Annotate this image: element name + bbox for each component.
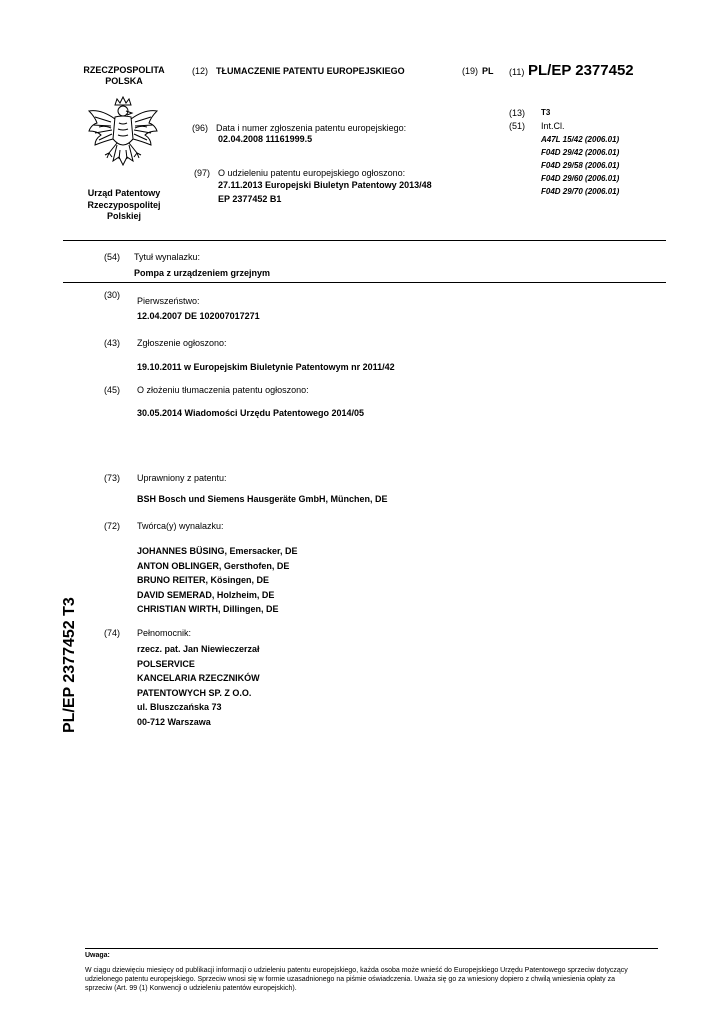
office-line-1: Urząd Patentowy [87,188,161,198]
code-19: (19) [462,66,479,76]
application-value: 19.10.2011 w Europejskim Biuletynie Patentowym nr 2011/42 [137,362,395,372]
proprietor-value: BSH Bosch und Siemens Hausgeräte GmbH, München, DE [137,494,388,504]
translation-value: 30.05.2014 Wiadomości Urzędu Patentowego 2014/05 [137,408,365,418]
intcl-item: F04D 29/58 (2006.01) [541,161,620,170]
inventor-name: BRUNO REITER, Kösingen, DE [137,575,270,585]
patent-number: PL/EP 2377452 [528,62,634,79]
filing-value: 02.04.2008 11161999.5 [218,134,313,144]
inventor-name: JOHANNES BÜSING, Emersacker, DE [137,546,298,556]
grant-value-1: 27.11.2013 Europejski Biuletyn Patentowy 2013/48 [218,180,432,190]
side-patent-label: PL/EP 2377452 T3 [61,597,78,733]
code-30: (30) [104,290,121,300]
inventor-name: ANTON OBLINGER, Gersthofen, DE [137,560,290,571]
code-96: (96) [192,123,209,133]
attorney-line: POLSERVICE [137,658,195,669]
attorney-details [137,642,260,729]
grant-value-2: EP 2377452 B1 [218,194,282,204]
code-45: (45) [104,385,121,395]
code-13: (13) [509,108,526,118]
patent-office [70,188,178,223]
code-73: (73) [104,473,121,483]
intcl-list [541,133,619,198]
attorney-line: KANCELARIA RZECZNIKÓW [137,673,260,683]
country-line-1: RZECZPOSPOLITA [83,65,165,75]
application-label: Zgłoszenie ogłoszono: [137,338,227,348]
footer-title: Uwaga: [85,952,110,959]
intcl-item: F04D 29/42 (2006.01) [541,148,620,157]
translation-label: O złożeniu tłumaczenia patentu ogłoszono: [137,385,309,395]
footer-note [85,966,665,993]
intcl-item: F04D 29/70 (2006.01) [541,187,620,196]
issuing-country [70,65,178,87]
filing-label: Data i numer zgłoszenia patentu europejskiego: [216,123,407,133]
code-12: (12) [192,66,209,76]
priority-value: 12.04.2007 DE 102007017271 [137,311,260,321]
code-72: (72) [104,521,121,531]
title-label: Tytuł wynalazku: [134,252,201,262]
code-97: (97) [194,168,211,178]
proprietor-label: Uprawniony z patentu: [137,473,227,483]
divider [63,240,666,241]
intcl-label: Int.Cl. [541,121,565,131]
priority-label: Pierwszeństwo: [137,296,200,306]
polish-eagle-emblem [85,95,161,184]
inventors-list [137,544,298,617]
inventor-name: CHRISTIAN WIRTH, Dillingen, DE [137,604,279,614]
divider [63,282,666,283]
office-line-3: Polskiej [106,211,142,221]
code-51: (51) [509,121,526,131]
kind-code: T3 [541,108,551,117]
footer-line: sprzeciw (Art. 99 (1) Konwencji o udzieleniu patentów europejskich). [85,985,297,992]
attorney-line: PATENTOWYCH SP. Z O.O. [137,687,252,698]
inventors-label: Twórca(y) wynalazku: [137,521,224,531]
footer-line: W ciągu dziewięciu miesięcy od publikacji informacji o udzieleniu patentu europejskiego, każda osoba może wnieść do Europejskiego Urzędu Patentowego sprzeciw dotyczący [85,967,628,974]
footer-divider [85,948,658,949]
code-43: (43) [104,338,121,348]
attorney-line: rzecz. pat. Jan Niewieczerzał [137,644,260,654]
code-74: (74) [104,628,121,638]
office-line-2: Rzeczypospolitej [87,199,161,210]
document-type: TŁUMACZENIE PATENTU EUROPEJSKIEGO [216,66,405,76]
attorney-line: ul. Bluszczańska 73 [137,702,222,712]
code-54: (54) [104,252,121,262]
footer-line: udzielonego patentu europejskiego. Sprzeciw wnosi się w formie uzasadnionego na piśmie oświadczenia. Uważa się go za wniesiony dopiero z chwilą wniesienia opłaty za [85,976,615,983]
invention-title: Pompa z urządzeniem grzejnym [134,268,271,278]
code-11: (11) [509,67,525,77]
inventor-name: DAVID SEMERAD, Holzheim, DE [137,589,275,600]
intcl-item: F04D 29/60 (2006.01) [541,174,620,183]
attorney-label: Pełnomocnik: [137,628,192,638]
intcl-item: A47L 15/42 (2006.01) [541,135,620,144]
country-line-2: POLSKA [105,76,143,86]
grant-label: O udzieleniu patentu europejskiego ogłoszono: [218,168,406,178]
attorney-line: 00-712 Warszawa [137,716,211,727]
country-code: PL [482,66,494,76]
